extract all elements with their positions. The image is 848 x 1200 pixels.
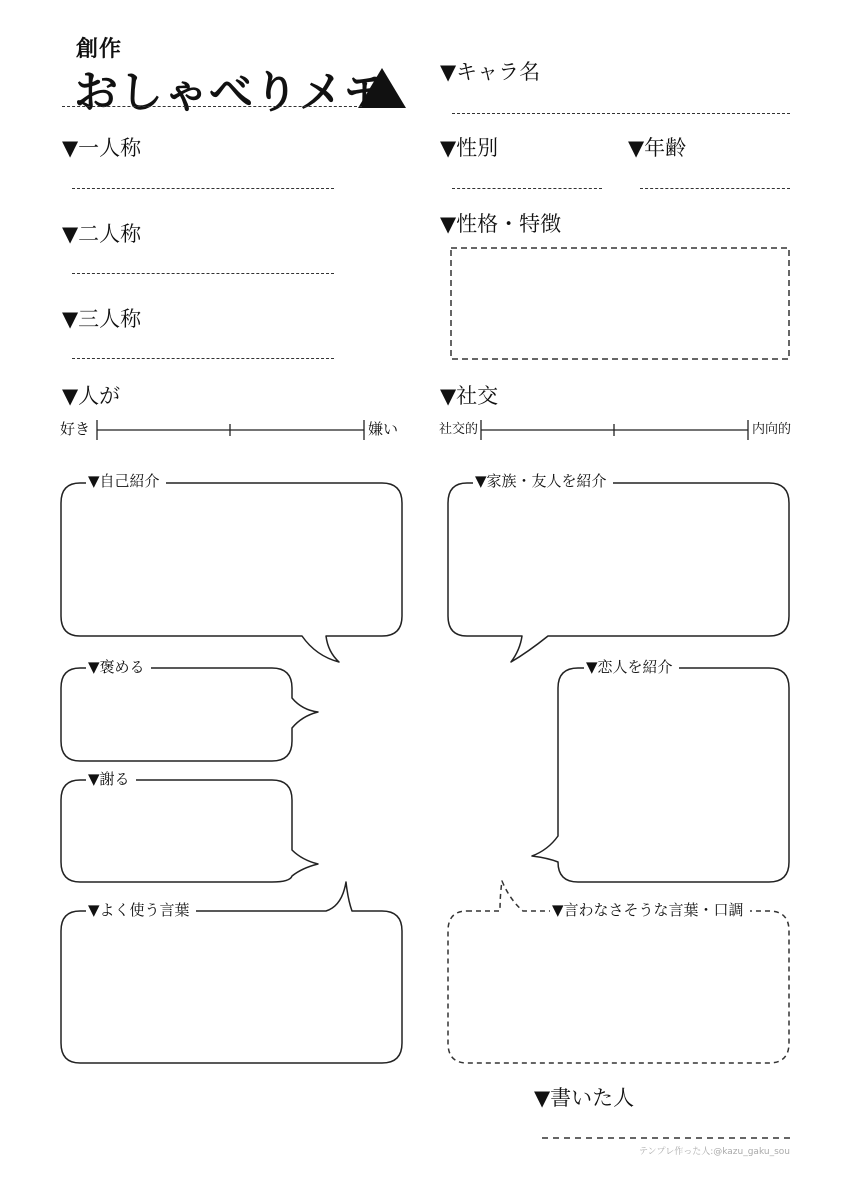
apologize-title: ▼謝る — [86, 772, 136, 787]
people-scale-right: 嫌い — [368, 420, 399, 438]
never-say-title: ▼言わなさそうな言葉・口調 — [550, 903, 750, 918]
social-scale-left: 社交的 — [439, 422, 479, 437]
praise-bubble — [61, 668, 318, 761]
common-words-title: ▼よく使う言葉 — [86, 903, 196, 918]
lover-intro-bubble — [532, 668, 789, 882]
family-intro-title: ▼家族・友人を紹介 — [473, 474, 613, 489]
personality-box — [451, 248, 789, 359]
people-scale-left: 好き — [60, 420, 91, 438]
template-credit: テンプレ作った人:@kazu_gaku_sou — [639, 1147, 790, 1157]
self-intro-bubble — [61, 483, 402, 662]
page-title: おしゃべりメモ — [74, 67, 389, 118]
social-scale-right: 内向的 — [752, 422, 792, 437]
praise-title: ▼褒める — [86, 660, 151, 675]
first-person-label: ▼一人称 — [62, 136, 142, 160]
social-scale-label: ▼社交 — [440, 384, 499, 408]
social-scale — [481, 420, 748, 440]
second-person-label: ▼二人称 — [62, 222, 142, 246]
people-scale — [97, 420, 364, 440]
gender-label: ▼性別 — [440, 136, 499, 160]
apologize-bubble — [61, 780, 318, 882]
chara-name-label: ▼キャラ名 — [440, 60, 541, 84]
personality-label: ▼性格・特徴 — [440, 212, 562, 236]
people-scale-label: ▼人が — [62, 384, 121, 408]
self-intro-title: ▼自己紹介 — [86, 474, 166, 489]
title-subtitle: 創作 — [76, 37, 123, 62]
family-intro-bubble — [448, 483, 789, 662]
third-person-label: ▼三人称 — [62, 307, 142, 331]
age-label: ▼年齢 — [628, 136, 687, 160]
lover-intro-title: ▼恋人を紹介 — [584, 660, 679, 675]
author-label: ▼書いた人 — [534, 1086, 635, 1110]
